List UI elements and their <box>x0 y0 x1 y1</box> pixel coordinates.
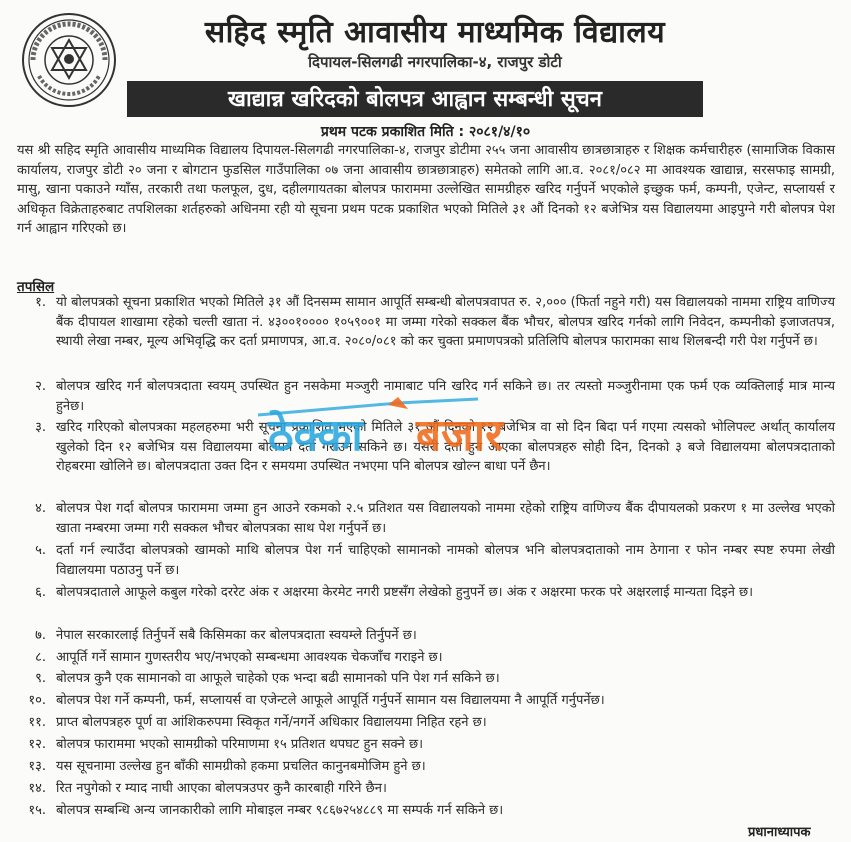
term-text: बोलपत्रदाताले आफूले कबुल गरेको दररेट अंक र अक्षरमा केरमेट नगरी प्रष्टसँग लेखेको हुनुपर्ने छ। अंक र अक्षरमा फरक परे अक्षरलाई मान्यता दिइने छ। <box>56 585 754 600</box>
term-number: ६. <box>35 585 46 600</box>
term-text: प्राप्त बोलपत्रहरु पूर्ण वा आंशिकरुपमा स्विकृत गर्ने/नगर्ने अधिकार विद्यालयमा निहित रहने छ। <box>56 715 487 730</box>
term-number: १३. <box>28 759 46 774</box>
school-address: दिपायल-सिलगढी नगरपालिका-४, राजपुर डोटी <box>308 53 562 71</box>
term-number: ५. <box>35 543 46 558</box>
school-name: सहिद स्मृति आवासीय माध्यमिक विद्यालय <box>204 15 666 50</box>
term-number: १२. <box>28 737 46 752</box>
term-number: ४. <box>35 501 46 516</box>
school-seal-logo <box>19 10 119 110</box>
term-number: २. <box>35 379 46 394</box>
term-text: बोलपत्र फाराममा भएको सामग्रीको परिमाणमा १५ प्रतिशत थपघट हुन सक्ने छ। <box>56 737 424 752</box>
term-text: आपूर्ति गर्ने सामान गुणस्तरीय भए/नभएको सम्बन्धमा आवश्यक चेकजाँच गराइने छ। <box>56 650 443 665</box>
term-number: ९. <box>35 671 46 686</box>
signature-principal: प्रधानाध्यापक <box>748 825 811 840</box>
term-text: नेपाल सरकारलाई तिर्नुपर्ने सबै किसिमका कर बोलपत्रदाता स्वयम्ले तिर्नुपर्ने छ। <box>56 628 417 643</box>
term-number: १. <box>35 295 46 310</box>
watermark-text-blue: ठेक्का <box>268 410 363 461</box>
term-text: दर्ता गर्न ल्याउँदा बोलपत्रको खामको माथि बोलपत्र पेश गर्न चाहिएको सामानको नामको बोलपत्र भनि बोलपत्रदाताको नाम ठेगाना र फोन नम्बर स्पष्ट रुपमा लेखी विद्यालयमा पठाउनु पर्ने छ। <box>56 543 835 578</box>
term-text: खरिद गरिएको बोलपत्रका महलहरुमा भरी सूचना प्रकाशित भएको मितिले ३१ औं दिनको १२ बजेभित्र वा सो दिन बिदा पर्न गएमा त्यसको भोलिपल्ट अर्थात् कार्यालय खुलेको दिन १२ बजेभित्र यस विद्यालयमा बोलपत्र दर्ता गराउन सकिने छ। यसरी दर्ता हुन आएका बोलपत्रहरु सोही दिन, दिनको ३ बजे विद्यालयमा बोलपत्रदाताको रोहबरमा खोलिने छ। बोलपत्रदाता उक्त दिन र समयमा उपस्थित नभएमा पनि बोलपत्र खोल्न बाधा पर्ने छैन। <box>56 420 835 474</box>
publication-date: प्रथम पटक प्रकाशित मिति : २०८१/४/१० <box>320 124 531 140</box>
term-number: ३. <box>35 420 46 435</box>
watermark-text-orange: बजार <box>416 410 504 461</box>
details-heading: तपसिल <box>17 279 55 295</box>
term-number: ८. <box>35 650 46 665</box>
thekka-bazar-watermark <box>248 395 578 475</box>
notice-title-banner: खाद्यान्न खरिदको बोलपत्र आह्वान सम्बन्धी सूचन <box>127 81 703 117</box>
term-text: बोलपत्र पेश गर्दा बोलपत्र फाराममा जम्मा हुन आउने रकमको २.५ प्रतिशत यस विद्यालयको नाममा रहेको राष्ट्रिय वाणिज्य बैंक दीपायलको प्रकरण १ मा उल्लेख भएको खाता नम्बरमा जम्मा गरी सक्कल भौचर बोलपत्रका साथ पेश गर्नुपर्ने छ। <box>56 501 835 536</box>
term-text: बोलपत्र सम्बन्धि अन्य जानकारीको लागि मोबाइल नम्बर ९८६७२५४८८९ मा सम्पर्क गर्न सकिने छ। <box>56 803 504 818</box>
term-text: यो बोलपत्रको सूचना प्रकाशित भएको मितिले ३१ औं दिनसम्म सामान आपूर्ति सम्बन्धी बोलपत्रवापत रु. २,००० (फिर्ता नहुने गरी) यस विद्यालयको नाममा राष्ट्रिय वाणिज्य बैंक दीपायल शाखामा रहेको चल्ती खाता नं. ४३००१०००० १०५९००१ मा जम्मा गरेको सक्कल बैंक भौचर, बोलपत्र खरिद गर्नको लागि निवेदन, कम्पनीको इजाजतपत्र, स्थायी लेखा नम्बर, मूल्य अभिवृद्धि कर दर्ता प्रमाणपत्र, आ.व. २०८०/०८१ को कर चुक्ता प्रमाणपत्रको प्रतिलिपि बोलपत्र फारामका साथ शिलबन्दी गरी पेश गर्नुपर्ने छ। <box>56 295 835 349</box>
term-text: बोलपत्र कुनै एक सामानको वा आफूले चाहेको एक भन्दा बढी सामानको पनि पेश गर्न सकिने छ। <box>56 671 500 686</box>
term-text: यस सूचनामा उल्लेख हुन बाँकी सामग्रीको हकमा प्रचलित कानुनबमोजिम हुने छ। <box>56 759 426 774</box>
notice-header <box>0 0 851 120</box>
term-number: १५. <box>28 803 46 818</box>
term-text: रित नपुगेको र म्याद नाघी आएका बोलपत्रउपर कुनै कारबाही गरिने छैन। <box>56 781 387 796</box>
term-number: ७. <box>35 628 46 643</box>
term-text: बोलपत्र खरिद गर्न बोलपत्रदाता स्वयम् उपस्थित हुन नसकेमा मञ्जुरी नामाबाट पनि खरिद गर्न सकिने छ। तर त्यस्तो मञ्जुरीनामा एक फर्म एक व्यक्तिलाई मात्र मान्य हुनेछ। <box>56 379 835 414</box>
intro-paragraph: यस श्री सहिद स्मृति आवासीय माध्यमिक विद्यालय दिपायल-सिलगढी नगरपालिका-४, राजपुर डोटीमा २५५ जना आवासीय छात्रछात्राहरु र शिक्षक कर्मचारीहरु (सामाजिक विकास कार्यालय, राजपुर डोटी २० जना र बोगटान फुडसिल गाउँपालिका ०७ जना आवासीय छात्रछात्राहरु) समेतको लागि आ.व. २०८१/०८२ मा आवश्यक खाद्यान्न, सरसफाइ सामग्री, मासु, खाना पकाउने ग्याँस, तरकारी तथा फलफूल, दुध, दहीलगायतका बोलपत्र फाराममा उल्लेखित सामग्रीहरु खरिद गर्नुपर्ने भएकोले इच्छुक फर्म, कम्पनी, एजेन्ट, सप्लायर्स र अधिकृत विक्रेताहरुबाट तपशिलका शर्तहरुको अधिनमा रही यो सूचना प्रथम पटक प्रकाशित भएको मितिले ३१ औं दिनको १२ बजेभित्र यस विद्यालयमा आइपुग्ने गरी बोलपत्र पेश गर्न आह्वान गरिएको छ। <box>17 143 835 236</box>
term-number: १०. <box>28 693 46 708</box>
term-text: बोलपत्र पेश गर्ने कम्पनी, फर्म, सप्लायर्स वा एजेन्टले आफूले आपूर्ति गर्नुपर्ने सामान यस विद्यालयमा नै आपूर्ति गर्नुपर्नेछ। <box>56 693 605 708</box>
term-number: १४. <box>28 781 46 796</box>
term-number: ११. <box>28 715 46 730</box>
